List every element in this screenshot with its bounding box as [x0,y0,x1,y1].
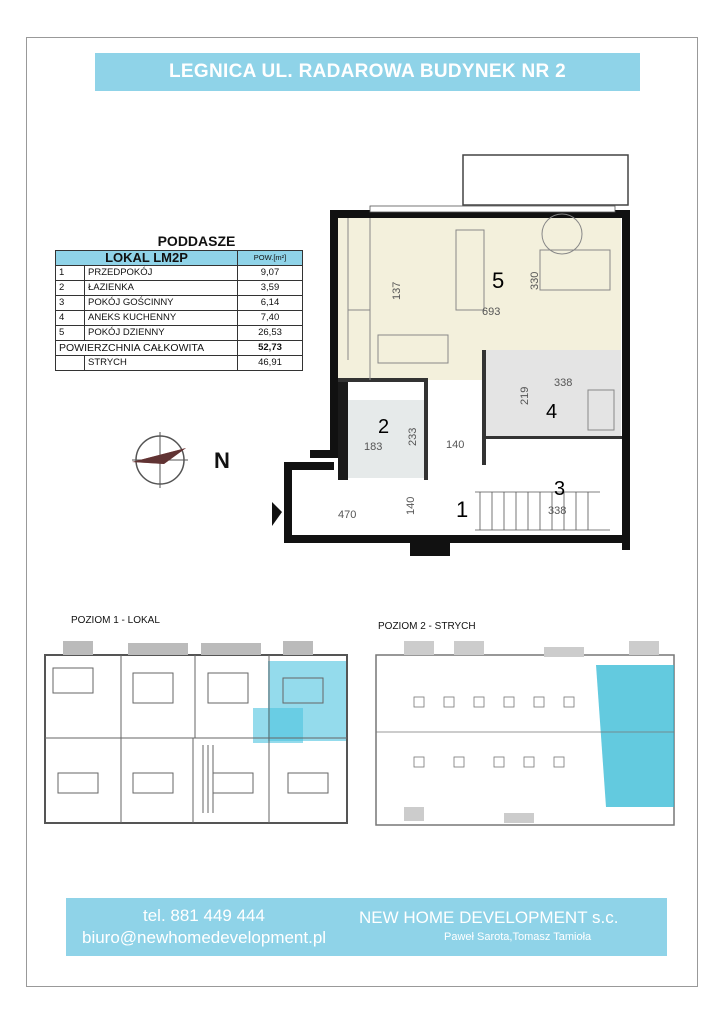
owner-names: Paweł Sarota,Tomasz Tamioła [444,931,592,943]
phone-number[interactable]: tel. 881 449 444 [143,906,265,925]
total-area: 52,73 [238,341,303,356]
total-row [56,341,303,356]
room-no: 2 [56,281,85,296]
room-area: 6,14 [238,296,303,311]
room-area: 7,40 [238,311,303,326]
attic-area: 46,91 [238,356,303,371]
dimension-label: 338 [554,377,573,389]
room-no: 3 [56,296,85,311]
table-row [56,311,303,326]
room-name: POKÓJ GOŚCINNY [85,296,238,311]
dimension-label: 338 [548,505,567,517]
room-number-5: 5 [492,268,505,293]
table-heading: PODDASZE [157,233,236,249]
level2-plan [374,637,678,833]
area-table-block [55,233,303,371]
attic-row [56,356,303,371]
email-link[interactable]: biuro@newhomedevelopment.pl [82,928,327,947]
room-name: ŁAZIENKA [85,281,238,296]
level1-label: POZIOM 1 - LOKAL [71,615,160,626]
room-number-2: 2 [378,416,390,438]
attic-label: STRYCH [85,356,238,371]
dimension-label: 140 [446,439,465,451]
table-row [56,326,303,341]
lokal-label: LOKAL LM2P [56,251,238,266]
contact-footer [66,898,667,956]
level1-plan [43,633,349,833]
table-header-row [56,251,303,266]
room-name: ANEKS KUCHENNY [85,311,238,326]
room-number-3: 3 [554,478,566,500]
room-name: POKÓJ DZIENNY [85,326,238,341]
dimension-label: 137 [391,281,403,300]
table-row [56,281,303,296]
room-area: 26,53 [238,326,303,341]
room-no: 5 [56,326,85,341]
company-name: NEW HOME DEVELOPMENT s.c. [359,908,619,927]
total-label: POWIERZCHNIA CAŁKOWITA [56,341,238,356]
table-row [56,296,303,311]
area-table [55,250,303,371]
area-header: POW.[m²] [238,251,303,266]
table-row [56,266,303,281]
entrance-arrow-icon [272,502,282,526]
room-number-4: 4 [546,401,558,423]
dimension-label: 693 [482,306,501,318]
dimension-label: 219 [519,386,531,405]
room-no: 1 [56,266,85,281]
level2-label: POZIOM 2 - STRYCH [378,621,476,632]
room-number-1: 1 [456,497,469,522]
dimension-label: 140 [405,496,417,515]
room-name: PRZEDPOKÓJ [85,266,238,281]
dimension-label: 183 [364,441,383,453]
north-label: N [214,448,230,473]
dimension-label: 330 [529,271,541,290]
compass-icon [128,430,198,500]
dimension-label: 470 [338,509,357,521]
title-banner [95,53,640,91]
room-no: 4 [56,311,85,326]
page-title: LEGNICA UL. RADAROWA BUDYNEK NR 2 [169,61,566,82]
floor-plan [270,150,642,560]
room-area: 3,59 [238,281,303,296]
dimension-label: 233 [407,427,419,446]
room-area: 9,07 [238,266,303,281]
